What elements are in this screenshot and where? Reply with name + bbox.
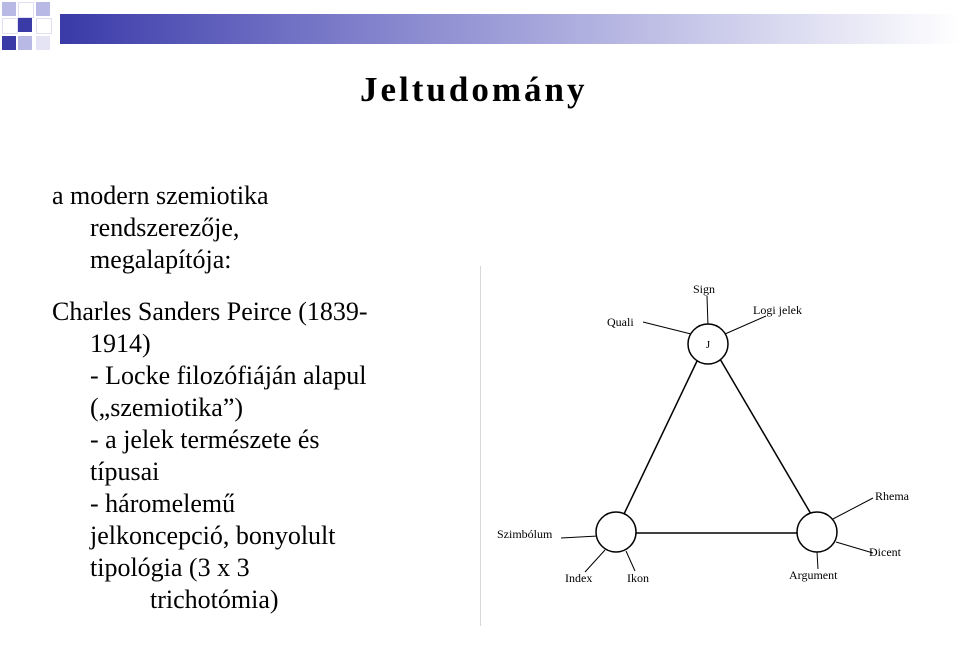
- node-bottom-left: [596, 512, 636, 552]
- header-decoration: [0, 0, 960, 62]
- label-dicent: Dicent: [869, 545, 901, 559]
- body-text-line: - háromelemű: [90, 489, 236, 518]
- paragraph-gap: [52, 276, 472, 296]
- body-text-line: jelkoncepció, bonyolult: [90, 521, 336, 550]
- body-text-line: („szemiotika”): [90, 393, 244, 422]
- slide-title: Jeltudomány: [360, 70, 588, 109]
- body-text-line: trichotómia): [150, 585, 279, 614]
- decor-square: [2, 36, 16, 50]
- connector-line: [643, 322, 691, 334]
- label-sign: Sign: [693, 282, 716, 296]
- label-szimbolum: Szimbólum: [497, 527, 553, 541]
- connector-line: [626, 551, 635, 571]
- decor-square: [36, 18, 52, 34]
- body-text-line: a modern szemiotika: [52, 181, 269, 210]
- body-text-line: 1914): [90, 329, 151, 358]
- triangle-edge-right: [720, 359, 811, 514]
- label-rhema: Rhema: [875, 489, 909, 503]
- peirce-sign-diagram: [480, 266, 951, 626]
- connector-line: [831, 498, 873, 520]
- label-index: Index: [565, 571, 593, 585]
- body-text-line: - a jelek természete és: [90, 425, 320, 454]
- body-text-line: tipológia (3 x 3: [90, 553, 250, 582]
- connector-line: [585, 550, 605, 572]
- body-text-line: Charles Sanders Peirce (1839-: [52, 297, 368, 326]
- decor-square: [36, 2, 50, 16]
- connector-line: [836, 542, 873, 553]
- decor-square: [2, 2, 16, 16]
- decor-square: [18, 36, 32, 50]
- label-quali: Quali: [607, 315, 634, 329]
- connector-line: [725, 316, 766, 334]
- connector-line: [561, 536, 598, 538]
- body-text: [52, 180, 472, 616]
- body-text-line: rendszerezője,: [90, 213, 240, 242]
- body-text-line: - Locke filozófiáján alapul: [90, 361, 367, 390]
- label-logi: Logi jelek: [753, 303, 802, 317]
- body-text-line: típusai: [90, 457, 160, 486]
- node-top-label: J: [705, 339, 711, 351]
- connector-line: [707, 296, 708, 326]
- label-ikon: Ikon: [627, 571, 649, 585]
- connector-line: [817, 552, 818, 569]
- header-gradient-bar: [60, 14, 960, 44]
- triangle-diagram-svg: [481, 266, 951, 626]
- node-bottom-right: [797, 512, 837, 552]
- triangle-edge-left: [624, 359, 698, 514]
- decor-square: [18, 2, 34, 18]
- decor-square: [36, 36, 50, 50]
- label-argument: Argument: [789, 568, 838, 582]
- body-text-line: megalapítója:: [90, 245, 232, 274]
- decor-square: [2, 18, 18, 34]
- decor-square: [18, 18, 32, 32]
